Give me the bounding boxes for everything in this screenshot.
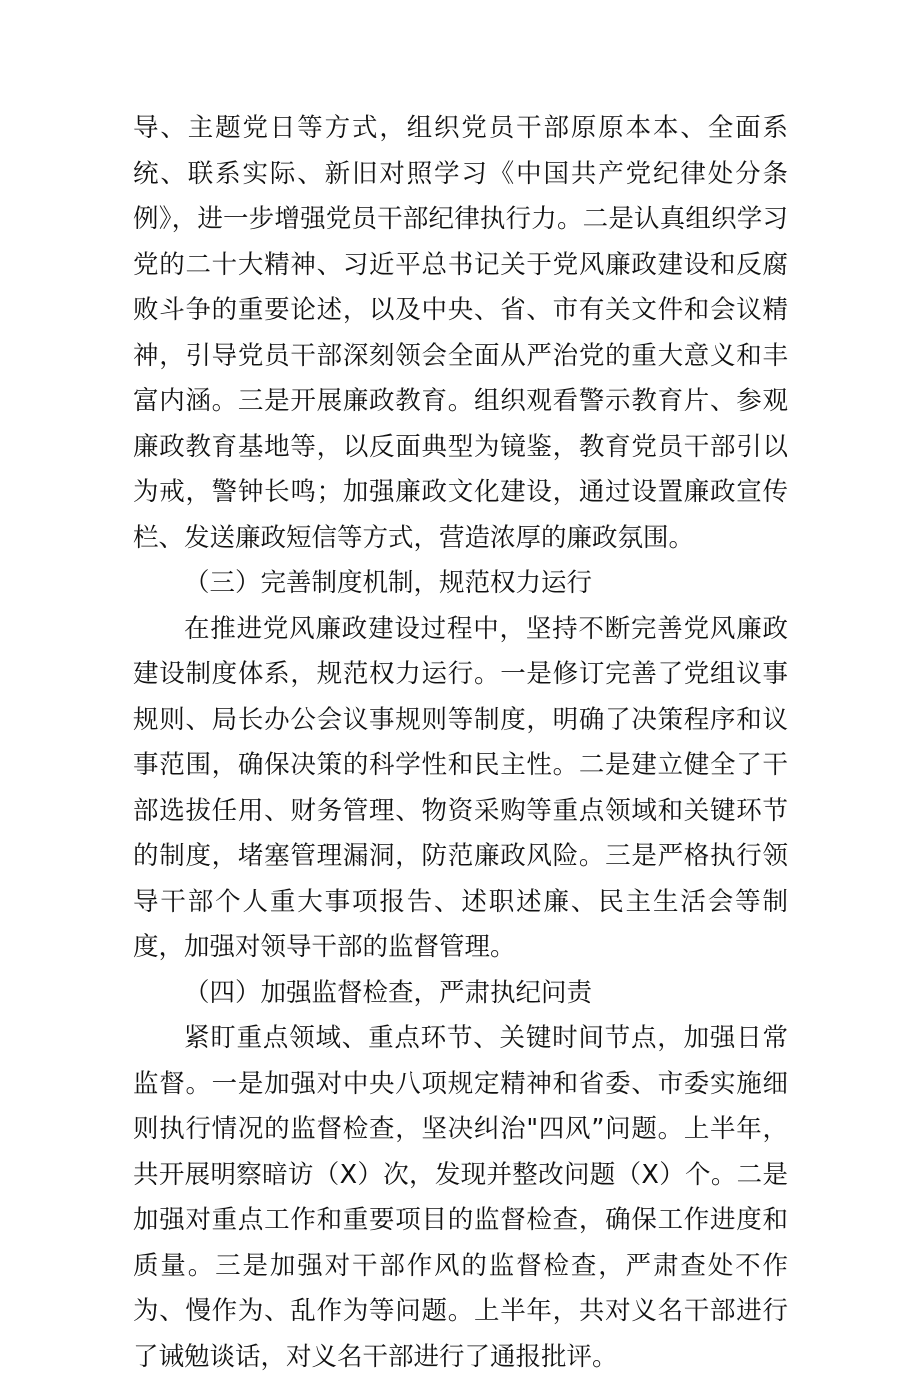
paragraph-continuation: 导、主题党日等方式，组织党员干部原原本本、全面系统、联系实际、新旧对照学习《中国共产党纪律处分条例》，进一步增强党员干部纪律执行力。二是认真组织学习党的二十大精神、习近平总书记关于党风廉政建设和反腐败斗争的重要论述，以及中央、省、市有关文件和会议精神，引导党员干部深刻领会全面从严治党的重大意义和丰富内涵。三是开展廉政教育。组织观看警示教育片、参观廉政教育基地等，以反面典型为镜鉴，教育党员干部引以为戒，警钟长鸣；加强廉政文化建设，通过设置廉政宣传栏、发送廉政短信等方式，营造浓厚的廉政氛围。 [133, 113, 788, 553]
section-heading-3: （三）完善制度机制，规范权力运行 [184, 568, 593, 598]
document-body [133, 106, 788, 1380]
paragraph-section-4: 紧盯重点领域、重点环节、关键时间节点，加强日常监督。一是加强对中央八项规定精神和省委、市委实施细则执行情况的监督检查，坚决纠治"四风”问题。上半年，共开展明察暗访（X）次，发现并整改问题（X）个。二是加强对重点工作和重要项目的监督检查，确保工作进度和质量。三是加强对干部作风的监督检查，严肃查处不作为、慢作为、乱作为等问题。上半年，共对义名干部进行了诫勉谈话，对义名干部进行了通报批评。 [133, 1023, 788, 1372]
paragraph-section-3: 在推进党风廉政建设过程中，坚持不断完善党风廉政建设制度体系，规范权力运行。一是修订完善了党组议事规则、局长办公会议事规则等制度，明确了决策程序和议事范围，确保决策的科学性和民主性。二是建立健全了干部选拔任用、财务管理、物资采购等重点领域和关键环节的制度，堵塞管理漏洞，防范廉政风险。三是严格执行领导干部个人重大事项报告、述职述廉、民主生活会等制度，加强对领导干部的监督管理。 [133, 613, 788, 962]
section-heading-4: （四）加强监督检查，严肃执纪问责 [184, 977, 593, 1008]
